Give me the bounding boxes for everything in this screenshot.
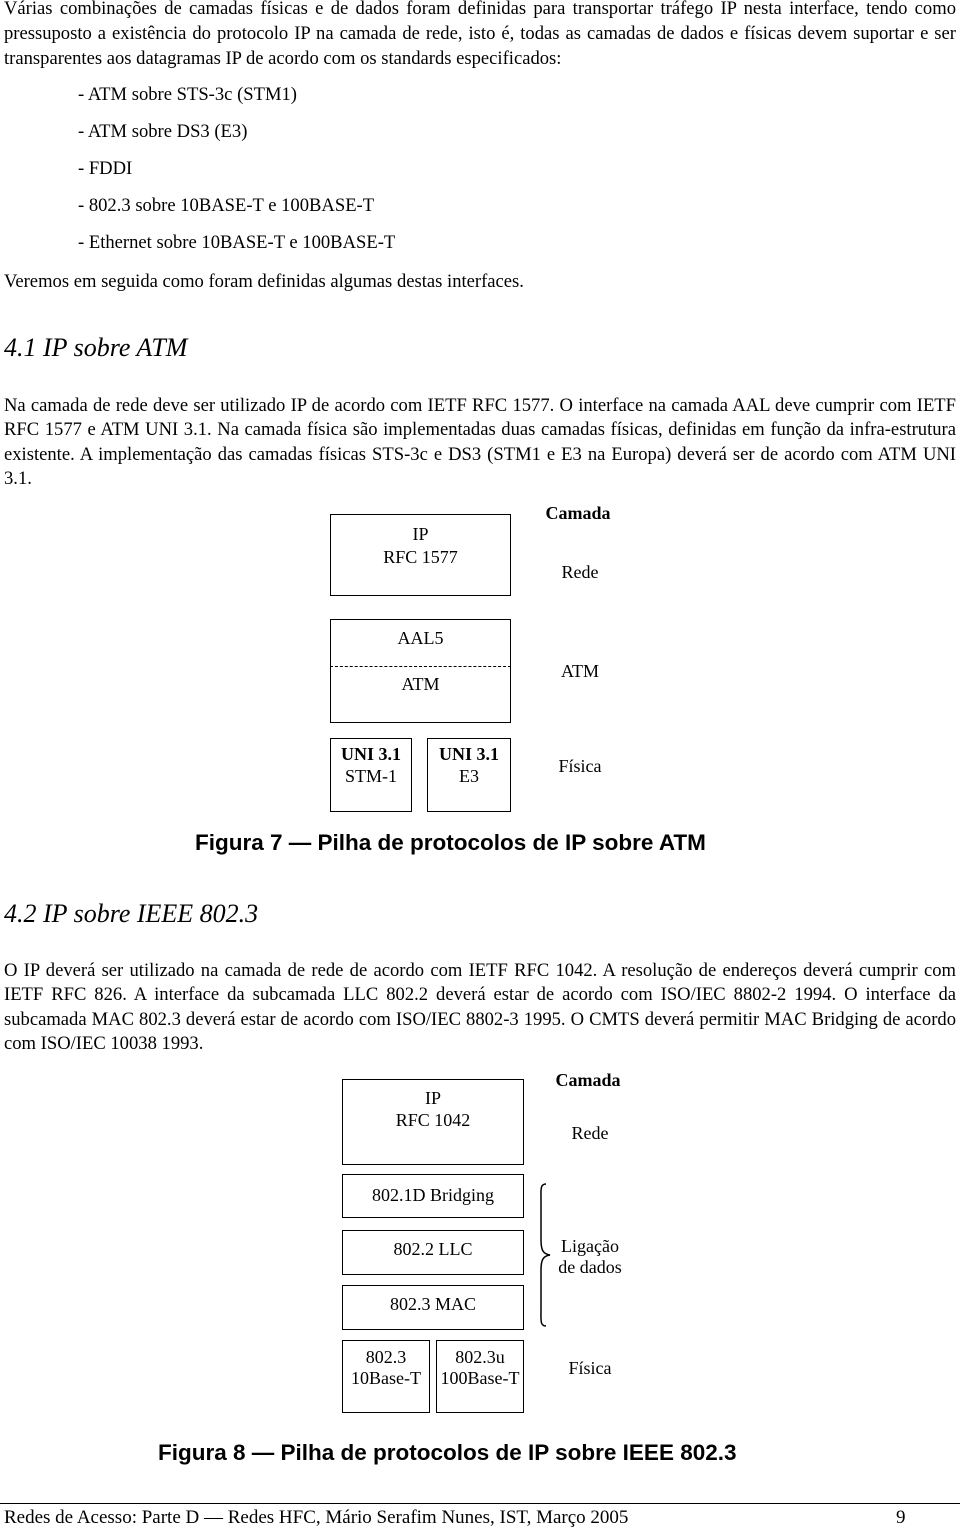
ligacao-label: de dados [558, 1257, 622, 1277]
fisica-label: Física [568, 1358, 612, 1378]
list-item: - ATM sobre DS3 (E3) [78, 121, 248, 142]
ligacao-label: Ligação [561, 1236, 619, 1256]
rfc-label: RFC 1042 [395, 1110, 471, 1130]
section-paragraph: O IP deverá ser utilizado na camada de rede de acordo com IETF RFC 1042. A resolução de endereços deverá cumprir com IETF RFC 826. A interface da subcamada LLC 802.2 deverá estar de acordo com ISO/IEC 8802-2 1994. O interface da subcamada MAC 802.3 deverá estar de acordo com ISO/IEC 8802-3 1995. O CMTS deverá permitir MAC Bridging de acordo com ISO/IEC 10038 1993. [4, 960, 956, 1055]
list-item: - Ethernet sobre 10BASE-T e 100BASE-T [78, 232, 396, 253]
layer-divider [330, 666, 511, 667]
uni-label: UNI 3.1 [438, 744, 499, 764]
figure-caption: Figura 7 — Pilha de protocolos de IP sobre ATM [195, 830, 706, 855]
section-heading: 4.2 IP sobre IEEE 802.3 [4, 899, 259, 928]
list-item: - ATM sobre STS-3c (STM1) [78, 84, 297, 105]
rede-label: Rede [571, 1123, 609, 1143]
page-number: 9 [896, 1507, 906, 1528]
phy-label: 802.3 [365, 1347, 407, 1367]
footer-rule [0, 1503, 960, 1504]
section-paragraph: Na camada de rede deve ser utilizado IP de acordo com IETF RFC 1577. O interface na camada AAL deve cumprir com IETF RFC 1577 e ATM UNI 3.1. Na camada física são implementadas duas camadas físicas, definidas em função da infra-estrutura existente. A implementação das camadas físicas STS-3c e DS3 (STM1 e E3 na Europa) deverá ser de acordo com ATM UNI 3.1. [4, 395, 956, 490]
e3-label: E3 [459, 766, 479, 786]
list-item: - FDDI [78, 158, 133, 179]
footer-text: Redes de Acesso: Parte D — Redes HFC, Mário Serafim Nunes, IST, Março 2005 [4, 1507, 629, 1528]
mac-label: 802.3 MAC [389, 1294, 476, 1314]
figure-caption: Figura 8 — Pilha de protocolos de IP sobre IEEE 802.3 [158, 1440, 737, 1465]
intro-paragraph: Várias combinações de camadas físicas e de dados foram definidas para transportar tráfego IP nesta interface, tendo como pressuposto a existência do protocolo IP na camada de rede, isto é, todas as camadas de dados e físicas devem suportar e ser transparentes aos datagramas IP de acordo com os standards especificados: [4, 0, 956, 69]
camada-header: Camada [555, 1070, 621, 1090]
intro-closing: Veremos em seguida como foram definidas algumas destas interfaces. [4, 271, 524, 292]
ip-label: IP [424, 1088, 441, 1108]
ip-label: IP [412, 524, 429, 544]
rede-label: Rede [561, 562, 599, 582]
bridging-label: 802.1D Bridging [371, 1185, 494, 1205]
llc-label: 802.2 LLC [393, 1239, 473, 1259]
aal5-label: AAL5 [397, 628, 444, 648]
uni-label: UNI 3.1 [340, 744, 401, 764]
fisica-label: Física [558, 756, 602, 776]
stm1-label: STM-1 [344, 766, 397, 786]
phy-label: 100Base-T [440, 1368, 520, 1388]
phy-label: 802.3u [455, 1347, 505, 1367]
list-item: - 802.3 sobre 10BASE-T e 100BASE-T [78, 195, 375, 216]
camada-header: Camada [545, 503, 611, 523]
atm-layer-label: ATM [560, 661, 599, 681]
rfc-label: RFC 1577 [383, 547, 458, 567]
section-heading: 4.1 IP sobre ATM [4, 333, 188, 362]
atm-label: ATM [401, 674, 440, 694]
phy-label: 10Base-T [351, 1368, 421, 1388]
